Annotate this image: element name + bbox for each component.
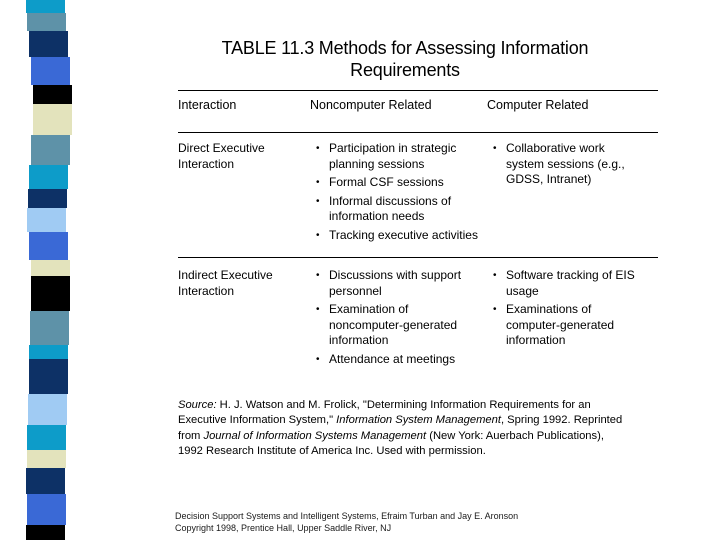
page-title-line2: Requirements [350,60,460,80]
cell-noncomputer [310,268,487,370]
bullet-text: Informal discussions of information needs [329,193,452,223]
bullet-icon: • [316,143,320,154]
bullet-text: Software tracking of EIS usage [506,268,635,298]
stripe-block [26,468,65,494]
cell-computer [487,268,658,370]
bullet-icon: • [316,304,320,315]
bullet-icon: • [316,270,320,281]
stripe-block [33,104,72,135]
bullet-icon: • [316,177,320,188]
bullet-text: Examinations of computer-generated information [506,302,615,347]
bullet-item [314,352,485,368]
bullet-list-computer [487,268,658,349]
citation-segment: Journal of Information Systems Management [203,429,427,442]
bullet-icon: • [316,195,320,207]
bullet-item [314,268,485,299]
bullet-icon: • [316,353,320,365]
footer-copyright-line: Copyright 1998, Prentice Hall, Upper Saddle River, NJ [175,522,392,533]
citation-segment: Source: [178,399,217,411]
bullet-text: Participation in strategic planning sessions [329,141,457,171]
stripe-block [33,85,72,104]
stripe-block [27,13,66,31]
page-title [175,37,635,81]
footer-book-line: Decision Support Systems and Intelligent Systems, Efraim Turban and Jay E. Aronson [175,511,519,521]
bullet-list-noncomputer [310,268,487,367]
bullet-item [314,302,485,349]
bullet-text: Formal CSF sessions [329,175,444,189]
bullet-text: Discussions with support personnel [329,268,462,298]
requirements-table [178,90,658,370]
stripe-block [31,276,70,311]
cell-interaction: Direct Executive Interaction [178,141,265,171]
stripe-block [29,345,68,359]
bullet-text: Tracking executive activities [329,227,478,242]
column-header-computer-related: Computer Related [487,98,589,112]
citation-segment: from [178,429,204,442]
stripe-block [27,425,66,450]
stripe-block [27,450,66,468]
table-row-direct-executive [178,133,658,257]
stripe-block [28,394,67,425]
bullet-item [314,228,485,244]
bullet-item [314,194,485,225]
citation-segment: (New York: Auerbach Publications), [426,429,604,442]
bullet-list-noncomputer [310,141,487,243]
page-title-line1: TABLE 11.3 Methods for Assessing Information [221,38,589,58]
stripe-block [29,165,68,189]
stripe-block [29,232,68,260]
stripe-block [26,0,65,13]
table-header-row [178,91,658,132]
stripe-block [31,260,70,276]
bullet-list-computer [487,141,658,188]
bullet-item [314,141,485,172]
bullet-item [491,141,636,188]
bullet-icon: • [493,143,497,154]
citation-segment: 1992 Research Institute of America Inc. Used with permission. [178,445,486,458]
cell-interaction: Indirect Executive Interaction [178,268,273,298]
bullet-item [314,175,485,191]
stripe-block [26,525,65,540]
stripe-block [30,311,69,345]
table-row-indirect-executive [178,258,658,370]
cell-noncomputer [310,141,487,246]
citation-segment: , Spring 1992. Reprinted [500,414,623,427]
column-header-interaction: Interaction [178,98,237,112]
decorative-stripe [26,0,76,540]
stripe-block [31,57,70,85]
stripe-block [27,208,66,232]
column-header-noncomputer-related: Noncomputer Related [310,98,432,112]
source-citation [178,398,662,460]
bullet-text: Examination of noncomputer-generated information [329,302,458,347]
slide-footer [175,511,655,534]
stripe-block [29,31,68,57]
bullet-icon: • [316,229,320,241]
bullet-item [491,268,636,299]
bullet-text: Collaborative work system sessions (e.g., GDSS, Intranet) [506,141,625,186]
stripe-block [31,135,70,165]
stripe-block [29,359,68,394]
cell-computer [487,141,658,246]
bullet-icon: • [493,270,497,281]
stripe-block [27,494,66,525]
citation-segment: Executive Information System," [178,414,337,427]
citation-segment: H. J. Watson and M. Frolick, "Determining Information Requirements for an [216,399,591,411]
bullet-icon: • [493,304,497,315]
bullet-text: Attendance at meetings [329,351,456,366]
citation-segment: Information System Management [336,414,501,427]
stripe-block [28,189,67,208]
bullet-item [491,302,636,349]
